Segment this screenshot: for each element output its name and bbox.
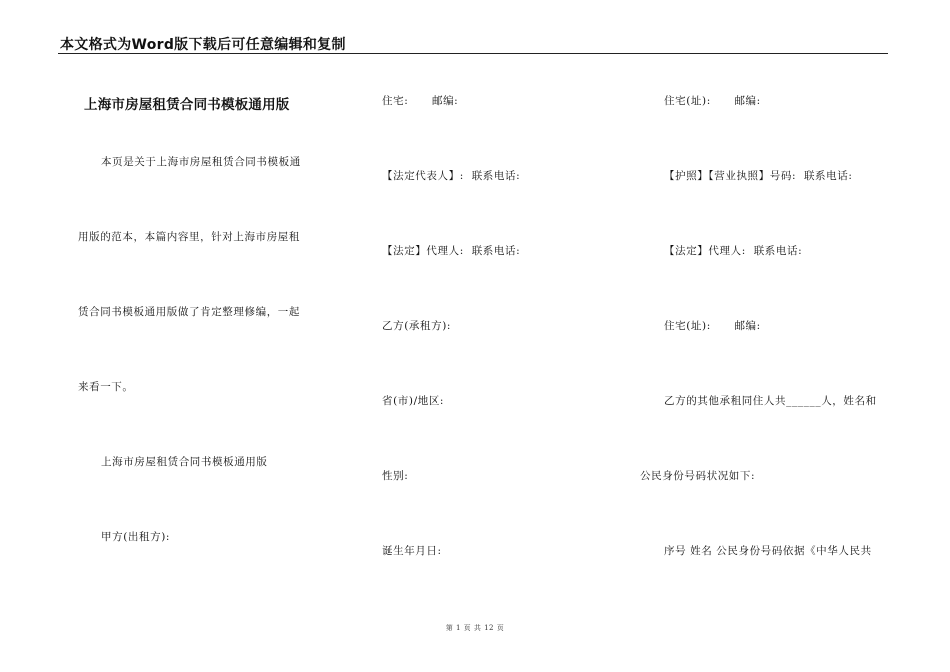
body-line: 【法定】代理人: 联系电话: [664, 245, 803, 257]
body-line: 乙方的其他承租同住人共______人，姓名和 [664, 395, 877, 407]
body-line: 序号 姓名 公民身份号码依据《中华人民共 [664, 545, 872, 557]
body-line: 赁合同书模板通用版做了肯定整理修编，一起 [78, 306, 300, 318]
body-line: 【法定】代理人: 联系电话: [382, 245, 521, 257]
body-line: 住宅: 邮编: [382, 95, 459, 107]
page-number: 第 1 页 共 12 页 [445, 624, 505, 632]
header-rule [58, 53, 888, 54]
body-line: 省(市)/地区: [382, 395, 445, 407]
body-line: 乙方(承租方): [382, 320, 452, 332]
body-line: 住宅(址): 邮编: [664, 95, 761, 107]
body-line: 诞生年月日: [382, 545, 442, 557]
body-line: 【法定代表人】: 联系电话: [382, 170, 521, 182]
body-line: 【护照】【营业执照】号码: 联系电话: [664, 170, 853, 182]
body-line: 甲方(出租方): [101, 531, 171, 543]
document-title: 上海市房屋租赁合同书模板通用版 [84, 97, 290, 113]
body-line: 本页是关于上海市房屋租赁合同书模板通 [101, 156, 301, 168]
body-line: 性别: [382, 470, 409, 482]
body-line: 上海市房屋租赁合同书模板通用版 [101, 456, 268, 468]
body-line: 来看一下。 [78, 381, 134, 393]
body-line: 用版的范本，本篇内容里，针对上海市房屋租 [78, 231, 300, 243]
banner: 本文格式为Word版下载后可任意编辑和复制 [60, 37, 346, 53]
body-line: 公民身份号码状况如下: [640, 470, 756, 482]
body-line: 住宅(址): 邮编: [664, 320, 761, 332]
